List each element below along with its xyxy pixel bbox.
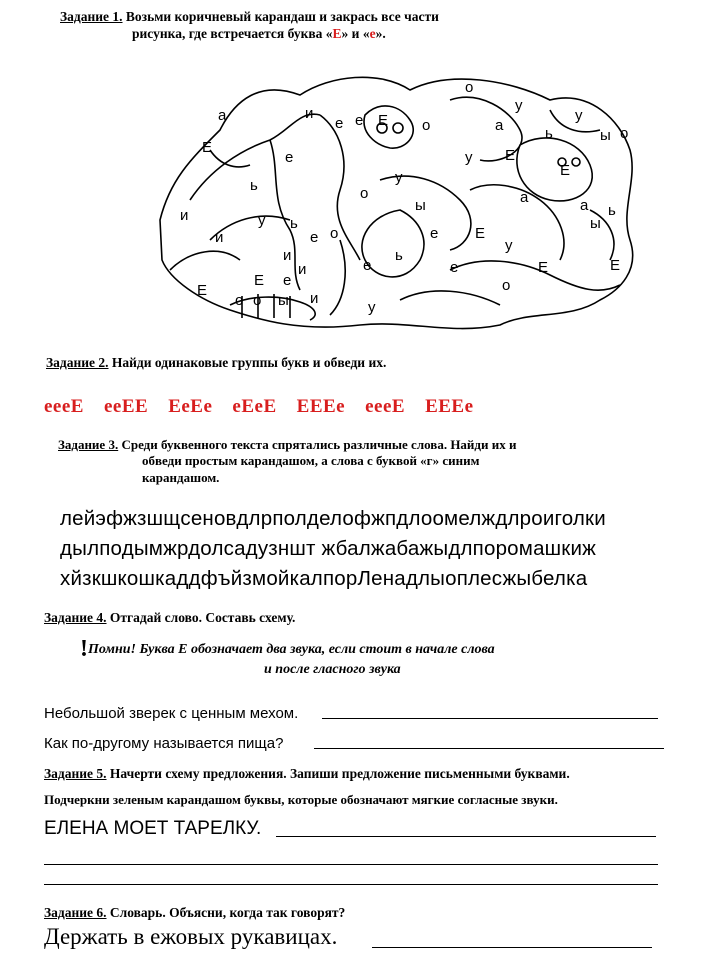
picture-letter: у	[395, 169, 403, 186]
picture-letter: а	[520, 189, 529, 206]
task5-label: Задание 5.	[44, 766, 107, 781]
picture-letter: о	[422, 117, 431, 134]
picture-letter: о	[465, 79, 474, 96]
idiom-answer-line[interactable]	[372, 947, 652, 948]
picture-letter: и	[215, 229, 224, 246]
task2-label: Задание 2.	[46, 355, 109, 370]
writing-line-3[interactable]	[44, 884, 658, 885]
picture-letter: Е	[475, 225, 486, 242]
picture-letter: ь	[545, 125, 553, 142]
picture-letter: а	[580, 197, 589, 214]
picture-letter: и	[180, 207, 189, 224]
picture-letter: у	[505, 237, 513, 254]
riddle-question-2: Как по-другому называется пища?	[44, 735, 284, 752]
picture-letter: ь	[395, 247, 403, 264]
task3-text-line2: обведи простым карандашом, а слова с буквой «г» синим	[142, 453, 480, 468]
answer-line-1[interactable]	[322, 718, 658, 719]
picture-letter: ь	[608, 202, 616, 219]
task4-label: Задание 4.	[44, 610, 107, 625]
letter-string-line[interactable]: хйзкшкошкаддфъйзмойкалпорЛенадлыоплесжыбелка	[60, 567, 588, 590]
picture-letter: ь	[290, 215, 298, 232]
picture-letter: у	[465, 149, 473, 166]
letter-group[interactable]: ЕЕЕе	[425, 396, 474, 417]
picture-letter: у	[575, 107, 583, 124]
picture-letter: о	[253, 292, 262, 309]
picture-letter: и	[305, 105, 314, 122]
rule-note-line2: и после гласного звука	[264, 662, 401, 677]
letter-string-line[interactable]: лейэфжзшщсеновдлрполделофжпдлоомелждлроиголки	[60, 507, 606, 530]
exclamation-icon: !	[80, 636, 88, 662]
task6-heading	[44, 905, 345, 921]
picture-letter: Е	[538, 259, 549, 276]
writing-line-1[interactable]	[276, 836, 656, 837]
letter-group[interactable]: ееЕЕ	[103, 396, 149, 417]
picture-letter: ы	[278, 292, 289, 309]
letter-groups	[44, 396, 494, 418]
picture-letter: Е	[505, 147, 516, 164]
picture-letter: ы	[590, 215, 601, 232]
picture-letter: е	[450, 259, 459, 276]
task5-text-line1: Начерти схему предложения. Запиши предложение письменными буквами.	[109, 766, 570, 781]
picture-letter: ы	[415, 197, 426, 214]
task1-text-line2: рисунка, где встречается буква «Е» и «е».	[132, 26, 386, 41]
letter-group[interactable]: еееЕ	[44, 396, 84, 417]
letter-string-line[interactable]: дылподымжрдолсадузншт жбалжабажыдлпоромашкиж	[60, 537, 597, 560]
picture-outlines	[160, 77, 633, 328]
picture-letter: у	[515, 97, 523, 114]
task6-label: Задание 6.	[44, 905, 107, 920]
picture-letter: е	[430, 225, 439, 242]
picture-letter: е	[283, 272, 292, 289]
task4-heading	[44, 610, 295, 626]
picture-letter: Е	[560, 162, 571, 179]
picture-letter: Е	[254, 272, 265, 289]
picture-letter: Е	[378, 112, 389, 129]
task3-label: Задание 3.	[58, 437, 119, 452]
task1-label: Задание 1.	[60, 9, 123, 24]
task3-text-line3: карандашом.	[142, 470, 220, 485]
writing-line-2[interactable]	[44, 864, 658, 865]
picture-letter: и	[283, 247, 292, 264]
riddle-question-1: Небольшой зверек с ценным мехом.	[44, 705, 299, 722]
letter-upper-e: Е	[332, 26, 342, 41]
letter-group[interactable]: еЕеЕ	[232, 396, 277, 417]
sentence-to-write: ЕЛЕНА МОЕТ ТАРЕЛКУ.	[44, 818, 262, 839]
picture-letter: о	[330, 225, 339, 242]
task4-text: Отгадай слово. Составь схему.	[109, 610, 296, 625]
picture-letter: е	[363, 257, 372, 274]
picture-letter: Е	[197, 282, 208, 299]
rule-note-line1: Помни! Буква Е обозначает два звука, если стоит в начале слова	[88, 642, 495, 657]
picture-letter: у	[368, 299, 376, 316]
task1-text-line1: Возьми коричневый карандаш и закрась все части	[125, 9, 439, 24]
task5-text-line2: Подчеркни зеленым карандашом буквы, которые обозначают мягкие согласные звуки.	[44, 792, 558, 807]
picture-letter: а	[218, 107, 227, 124]
picture-letter: ь	[250, 177, 258, 194]
letter-group[interactable]: ЕеЕе	[168, 396, 213, 417]
letter-group[interactable]: ЕЕЕе	[296, 396, 346, 417]
raccoons-coloring-picture[interactable]	[150, 70, 640, 340]
picture-letter: ы	[600, 127, 611, 144]
idiom-phrase: Держать в ежовых рукавицах.	[44, 924, 338, 949]
picture-letter: о	[360, 185, 369, 202]
picture-letter: и	[310, 290, 319, 307]
task6-text: Словарь. Объясни, когда так говорят?	[109, 905, 346, 920]
picture-letter: о	[620, 125, 629, 142]
picture-letter: е	[355, 112, 364, 129]
task1-heading	[60, 8, 439, 25]
letter-group[interactable]: еееЕ	[365, 396, 406, 417]
picture-letter: е	[310, 229, 319, 246]
letter-lower-e: е	[369, 26, 376, 41]
answer-line-2[interactable]	[314, 748, 664, 749]
picture-letter: а	[495, 117, 504, 134]
rule-note	[80, 636, 495, 663]
picture-letter: о	[502, 277, 511, 294]
picture-letter: Е	[202, 139, 213, 156]
picture-letter: е	[285, 149, 294, 166]
picture-letter: Е	[610, 257, 621, 274]
task3-heading	[58, 436, 516, 453]
picture-letter: у	[258, 212, 266, 229]
task5-heading	[44, 766, 570, 782]
picture-letter: е	[335, 115, 344, 132]
task3-text-line1: Среди буквенного текста спрятались различные слова. Найди их и	[121, 437, 517, 452]
picture-letter: и	[298, 261, 307, 278]
picture-letter: о	[235, 292, 244, 309]
task2-heading	[46, 355, 386, 371]
task2-text: Найди одинаковые группы букв и обведи их.	[111, 355, 387, 370]
